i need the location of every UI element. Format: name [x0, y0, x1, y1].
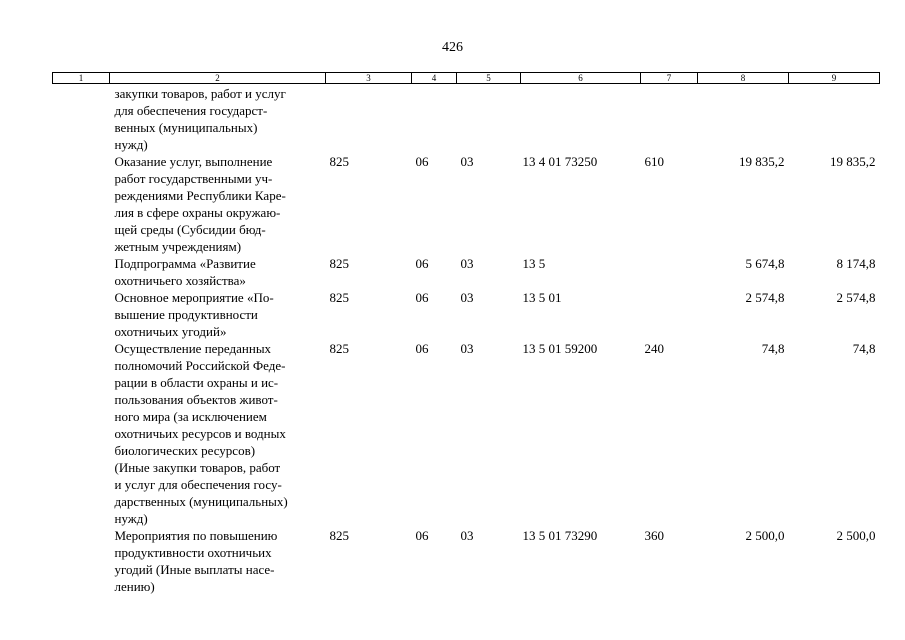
header-cell-2: 2	[110, 73, 326, 84]
header-cell-4: 4	[412, 73, 457, 84]
cell-target: 13 5 01 59200	[522, 341, 598, 356]
table-row	[53, 255, 880, 289]
cell-section: 06	[415, 528, 429, 543]
header-cell-6: 6	[521, 73, 641, 84]
cell-section	[412, 84, 457, 154]
cell-sum-2	[789, 84, 880, 154]
cell-sum-1: 5 674,8	[745, 256, 785, 271]
cell-name	[110, 255, 326, 289]
cell-name	[110, 527, 326, 595]
cell-sum-2: 74,8	[852, 341, 876, 356]
cell-ministry	[326, 84, 412, 154]
cell-target: 13 4 01 73250	[522, 154, 598, 169]
cell-sum-2: 2 500,0	[836, 528, 876, 543]
cell-section: 06	[415, 341, 429, 356]
table-header	[53, 73, 880, 84]
header-cell-3: 3	[326, 73, 412, 84]
cell-sum-1: 19 835,2	[739, 154, 785, 169]
page-number: 426	[442, 40, 463, 55]
header-row	[53, 73, 880, 84]
cell-subsection: 03	[460, 290, 474, 305]
cell-name	[110, 153, 326, 255]
cell-name	[110, 289, 326, 340]
cell-section: 06	[415, 256, 429, 271]
item-name: Осуществление переданных полномочий Российской Феде- рации в области охраны и ис- пользования объектов живот- ного мира (за исключением охотничьих ресурсов и водных биологических ресурсов) (Иные закупки товаров, работ и услуг для обеспечения госу- дарственных (муниципальных) нужд)	[114, 341, 288, 526]
table-row	[53, 153, 880, 255]
cell-exp-type	[641, 84, 698, 154]
cell-target: 13 5 01	[522, 290, 562, 305]
cell-ministry: 825	[329, 290, 349, 305]
cell-section: 06	[415, 154, 429, 169]
cell-ministry: 825	[329, 256, 349, 271]
item-name: закупки товаров, работ и услуг для обеспечения государст- венных (муниципальных) нужд)	[114, 86, 286, 152]
header-cell-8: 8	[698, 73, 789, 84]
cell-target	[521, 84, 641, 154]
cell-subsection	[457, 84, 521, 154]
cell-empty	[53, 289, 110, 340]
cell-sum-2: 2 574,8	[836, 290, 876, 305]
header-cell-7: 7	[641, 73, 698, 84]
cell-ministry: 825	[329, 528, 349, 543]
header-cell-1: 1	[53, 73, 110, 84]
table-row	[53, 340, 880, 527]
table-body	[53, 84, 880, 596]
cell-subsection: 03	[460, 154, 474, 169]
table-row	[53, 527, 880, 595]
cell-exp-type: 360	[644, 528, 664, 543]
header-cell-9: 9	[789, 73, 880, 84]
cell-sum-1: 2 500,0	[745, 528, 785, 543]
header-cell-5: 5	[457, 73, 521, 84]
cell-empty	[53, 153, 110, 255]
item-name: Подпрограмма «Развитие охотничьего хозяйства»	[114, 256, 256, 288]
cell-subsection: 03	[460, 341, 474, 356]
cell-target: 13 5 01 73290	[522, 528, 598, 543]
cell-empty	[53, 527, 110, 595]
item-name: Оказание услуг, выполнение работ государственными уч- реждениями Республики Каре- лия в сфере охраны окружаю- щей среды (Субсидии бюд- жетным учреждениям)	[114, 154, 286, 254]
cell-exp-type	[641, 255, 698, 289]
cell-ministry: 825	[329, 341, 349, 356]
cell-empty	[53, 255, 110, 289]
cell-sum-1: 2 574,8	[745, 290, 785, 305]
cell-section: 06	[415, 290, 429, 305]
cell-target: 13 5	[522, 256, 546, 271]
cell-sum-2: 19 835,2	[830, 154, 876, 169]
cell-ministry: 825	[329, 154, 349, 169]
cell-sum-1	[698, 84, 789, 154]
cell-subsection: 03	[460, 528, 474, 543]
cell-exp-type: 240	[644, 341, 664, 356]
cell-name	[110, 340, 326, 527]
item-name: Основное мероприятие «По- вышение продуктивности охотничьих угодий»	[114, 290, 274, 339]
table-row	[53, 84, 880, 154]
cell-name	[110, 84, 326, 154]
cell-empty	[53, 84, 110, 154]
table-row	[53, 289, 880, 340]
budget-table	[52, 72, 880, 595]
item-name: Мероприятия по повышению продуктивности охотничьих угодий (Иные выплаты насе- лению)	[114, 528, 278, 594]
cell-exp-type: 610	[644, 154, 664, 169]
cell-sum-2: 8 174,8	[836, 256, 876, 271]
cell-exp-type	[641, 289, 698, 340]
cell-sum-1: 74,8	[761, 341, 785, 356]
cell-subsection: 03	[460, 256, 474, 271]
cell-empty	[53, 340, 110, 527]
